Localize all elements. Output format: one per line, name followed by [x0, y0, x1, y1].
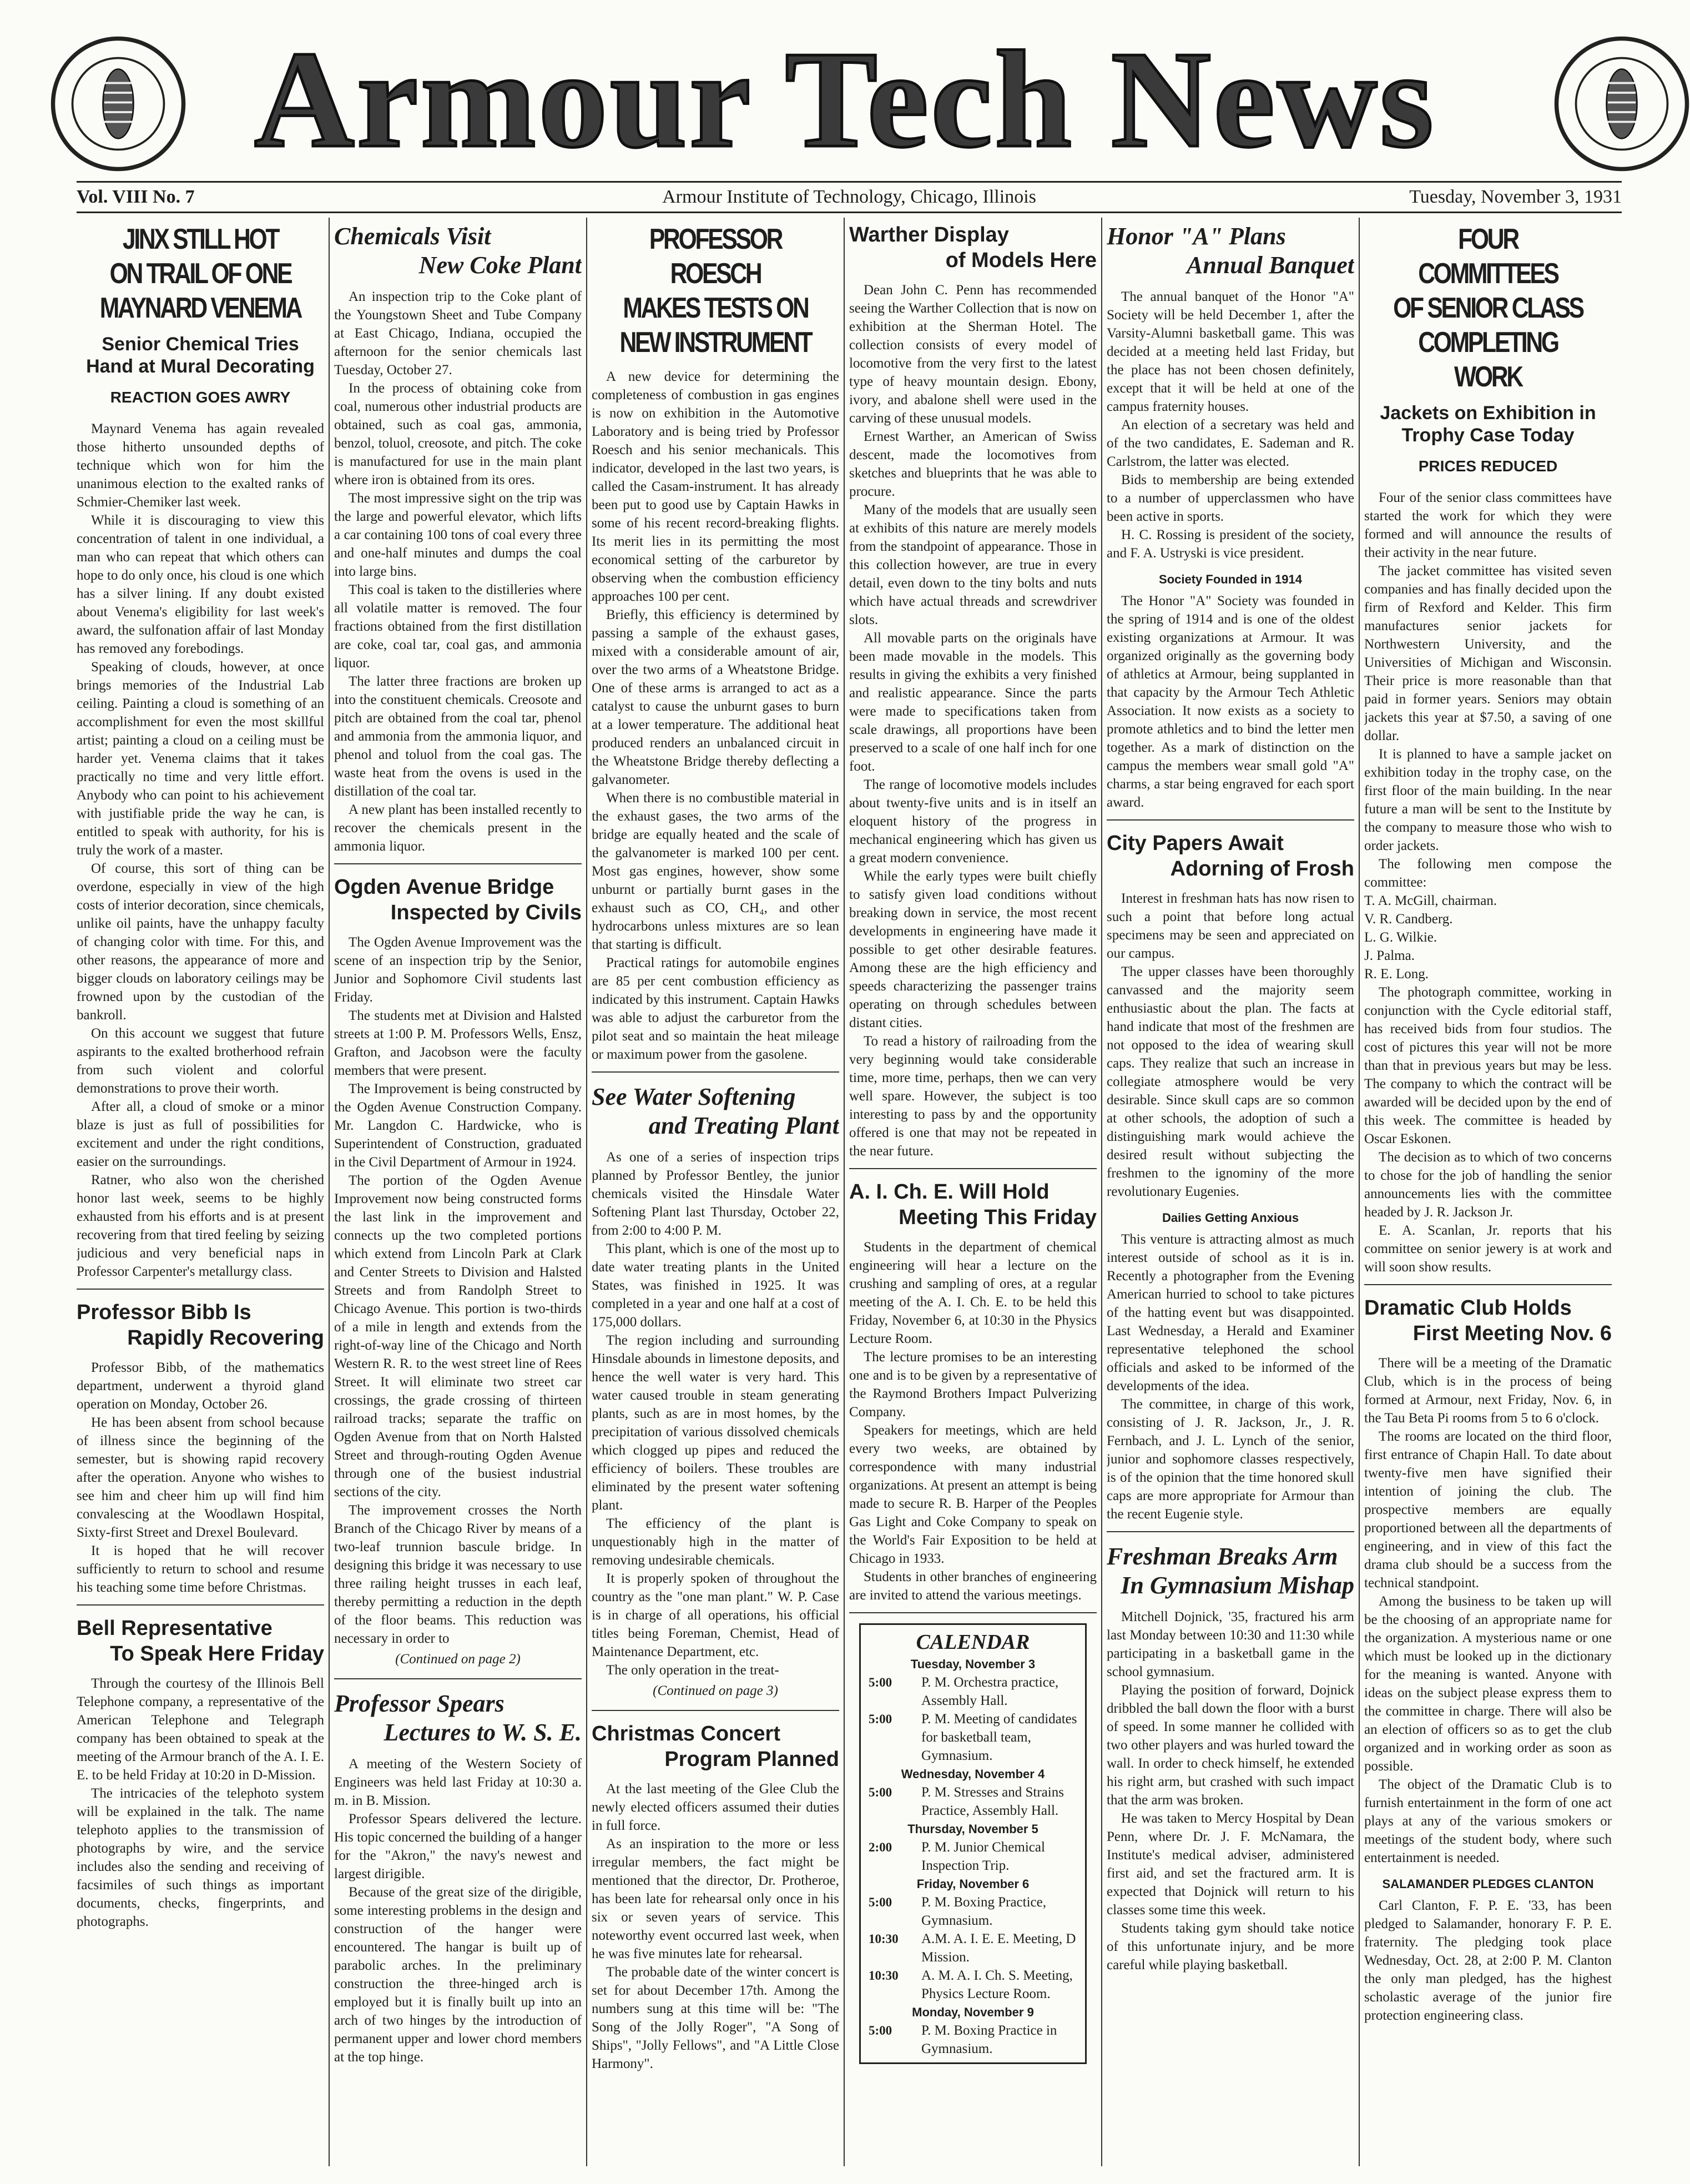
headline-line: PROFESSOR ROESCH [649, 223, 782, 290]
calendar-event [869, 1710, 1077, 1765]
paragraph: The jacket committee has visited seven companies and has finally decided upon the firm of Rexford and Kelder. This firm manufactures senior jackets for Northwestern University, and the Universities of Michigan and Wisconsin. Their price is more reasonable than that paid in former years. Seniors may obtain jackets this year at $7.50, a saving of one dollar. [1364, 563, 1612, 743]
paragraph: Speaking of clouds, however, at once brings memories of the Industrial Lab ceiling. Painting a cloud is something of an accomplishment for even the most skillful artist; painting a cloud on a ceiling must be harder yet. Venema claims that it takes practically no time and very little effort. Anybody who can point to his achievement with justifiable pride the way he can, is entitled to speak with authority, for his is truly the work of a master. [77, 660, 324, 858]
event-description: P. M. Orchestra practice, Assembly Hall. [921, 1675, 1059, 1708]
paragraph: Professor Spears delivered the lecture. His topic concerned the building of a hanger for the "Akron," the navy's newest and largest dirigible. [334, 1811, 582, 1881]
paragraph: The latter three fractions are broken up into the constituent chemicals. Creosote and pitch are obtained from the coal tar, phenol and ammonia from the ammonia liquor, and phenol and toluol from the coal gas. The waste heat from the ovens is used in the distillation of the coal tar. [334, 674, 582, 799]
paragraph: Playing the position of forward, Dojnick dribbled the ball down the floor with a burst of speed. In some manner he collided with two other players and was hurled toward the wall. In order to check himself, he extended his right arm, but crashed with such impact that the arm was broken. [1107, 1683, 1354, 1808]
headline [849, 1179, 1097, 1230]
paragraph: Interest in freshman hats has now risen to such a point that before long actual specimens may be seen and appreciated on our campus. [1107, 891, 1354, 961]
event-description: A.M. A. I. E. E. Meeting, D Mission. [921, 1931, 1076, 1965]
headline [1107, 1542, 1354, 1600]
headline-line: Christmas Concert [592, 1722, 780, 1745]
paragraph: Many of the models that are usually seen at exhibits of this nature are merely models from the standpoint of appearance. Those in this collection however, are true in every detail, even down to the tiny bolts and nuts which have actual threads and screwdriver slots. [849, 502, 1097, 627]
headline-line: COMPLETING WORK [1418, 326, 1558, 393]
committee-member: V. R. Candberg. [1364, 912, 1453, 927]
event-description: P. M. Boxing Practice, Gymnasium. [921, 1895, 1046, 1928]
paragraph: Among the business to be taken up will be the choosing of an appropriate name for the organization. A mysterious name or one which must be looked up in the dictionary for the meaning is wanted. Anyone with ideas on the subject please express them to the committee in charge. There will also be an election of officers so as to get the club organized and in working order as soon as possible. [1364, 1594, 1612, 1774]
headline-line: Bell Representative [77, 1617, 273, 1640]
calendar-event [869, 1966, 1077, 2003]
calendar-day: Friday, November 6 [916, 1877, 1030, 1891]
paragraph: The Ogden Avenue Improvement was the scene of an inspection trip by the Senior, Junior and Sophomore Civil students last Friday. [334, 935, 582, 1005]
paragraph: A meeting of the Western Society of Engineers was held last Friday at 10:30 a. m. in B. Mission. [334, 1757, 582, 1808]
column-3 [592, 218, 839, 2172]
event-time: 5:00 [869, 1895, 892, 1909]
continued-note: (Continued on page 2) [395, 1652, 521, 1667]
headline-line: Chemicals Visit [334, 223, 491, 250]
paragraph: Ratner, who also won the cherished honor last week, seems to be highly exhausted from his efforts and is at present recovering from that tired feeling by seizing judicious and very beneficial naps in Professor Carpenter's metallurgy class. [77, 1172, 324, 1279]
calendar-day: Thursday, November 5 [907, 1822, 1038, 1836]
issue-date: Tuesday, November 3, 1931 [1409, 187, 1622, 207]
headline [1107, 831, 1354, 882]
paragraph: Students in other branches of engineering are invited to attend the various meetings. [849, 1569, 1097, 1603]
paragraph: The probable date of the winter concert is set for about December 17th. Among the numbers sung at this time will be: "The Song of the Jolly Roger", "A Song of Ships", "Jolly Fellows", and "A Little Close Harmony". [592, 1965, 839, 2071]
paragraph: Maynard Venema has again revealed those hitherto unsounded depths of technique which won for him the unanimous election to the exalted ranks of Schmier-Chemiker last week. [77, 421, 324, 510]
headline-line: Freshman Breaks Arm [1107, 1543, 1338, 1570]
paragraph: The lecture promises to be an interesting one and is to be given by a representative of the Raymond Brothers Impact Pulverizing Company. [849, 1350, 1097, 1420]
headline-line: JINX STILL HOT [122, 223, 279, 255]
paragraph: The improvement crosses the North Branch of the Chicago River by means of a two-leaf trunnion bascule bridge. In designing this bridge it was necessary to use three railing height trusses in each leaf, thereby permitting a reduction in the depth of the floor beams. This reduction was necessary in order to [334, 1503, 582, 1646]
paragraph: A new device for determining the completeness of combustion in gas engines is now on exhibition in the Automotive Laboratory and is being tried by Professor Roesch and his senior mechanicals. This indicator, developed in the last two years, is called the Casam-instrument. It has already been put to good use by Captain Hawks in some of his recent record-breaking flights. Its merit lies in its permitting the most economical setting of the carburetor by observing when the combustion efficiency approaches 100 per cent. [592, 369, 839, 604]
subheadline: REACTION GOES AWRY [110, 389, 291, 406]
section-subhead: SALAMANDER PLEDGES CLANTON [1382, 1877, 1594, 1891]
paragraph: Four of the senior class committees have started the work for which they were formed and will announce the results of their activity in the near future. [1364, 490, 1612, 560]
headline-line: Honor "A" Plans [1107, 223, 1286, 250]
continued-note: (Continued on page 3) [653, 1683, 778, 1698]
paragraph: The portion of the Ogden Avenue Improvement now being constructed forms the last link in the improvement and connects up the two completed portions which extend from Lincoln Park at Clark and Center Streets to Division and Halsted Streets and from Randolph Street to Chicago Avenue. This portion is two-thirds of a mile in length and extends from the right-of-way line of the Chicago and North Western R. R. to the west street line of Rees Street. It will eliminate two street car crossings, the grade crossing of thirteen railroad tracks; separate the traffic on Ogden Avenue from that on North Halsted Street and through-routing Ogden Avenue through one of the busiest industrial sections of the city. [334, 1173, 582, 1499]
calendar-event [869, 1783, 1077, 1820]
article [592, 1083, 839, 1711]
calendar-event [869, 1893, 1077, 1930]
committee-member: J. Palma. [1364, 948, 1415, 963]
column-divider [1101, 218, 1102, 2166]
headline [334, 222, 582, 280]
calendar-event [869, 1838, 1077, 1875]
event-description: P. M. Junior Chemical Inspection Trip. [921, 1840, 1045, 1873]
paragraph: In the process of obtaining coke from coal, numerous other industrial products are obtained, such as coal gas, ammonia, benzol, toluol, creosote, and pitch. The coke is manufactured for use in the main plant where iron is obtained from its ores. [334, 381, 582, 487]
paragraph: As an inspiration to the more or less irregular members, the fact might be mentioned that the director, Dr. Protheroe, has been late for rehearsal only once in his six or seven years of service. This noteworthy event occurred last week, when he was five minutes late for rehearsal. [592, 1836, 839, 1961]
headline-line: Inspected by Civils [390, 901, 582, 924]
headline-line: Annual Banquet [1186, 251, 1354, 279]
headline-line: Dramatic Club Holds [1364, 1296, 1572, 1320]
calendar-day: Monday, November 9 [912, 2005, 1034, 2019]
dateline [77, 181, 1622, 213]
event-description: P. M. Boxing Practice in Gymnasium. [921, 2023, 1057, 2056]
paragraph: This venture is attracting almost as much interest outside of school as it is in. Recently a photographer from the Evening American hurried to school to take pictures of the hatting event but was disappointed. Last Wednesday, a Herald and Examiner representative telephoned the school officials and asked to be informed of the developments of the idea. [1107, 1232, 1354, 1393]
headline [592, 1721, 839, 1772]
calendar-box [859, 1623, 1087, 2064]
paragraph: To read a history of railroading from the very beginning would take considerable time, more time, perhaps, then we can very well spare. However, the subject is too interesting to pass by and the opportunity offered is one that may not be repeated in the near future. [849, 1034, 1097, 1159]
calendar-event [869, 1673, 1077, 1710]
column-4 [849, 218, 1097, 2172]
headline-line: To Speak Here Friday [110, 1642, 324, 1665]
event-time: 5:00 [869, 2024, 892, 2037]
headline [334, 1689, 582, 1747]
headline-line: Lectures to W. S. E. [384, 1719, 582, 1746]
paragraph: The most impressive sight on the trip was the large and powerful elevator, which lifts a car containing 100 tons of coal every three and one-half minutes and dumps the coal into large bins. [334, 491, 582, 579]
paragraph: Mitchell Dojnick, '35, fractured his arm last Monday between 10:30 and 11:30 while participating in a basketball game in the school gymnasium. [1107, 1609, 1354, 1679]
paragraph: Of course, this sort of thing can be overdone, especially in view of the high costs of interior decoration, since chemicals, unlike oil paints, have the unhappy faculty of changing color with time. For this, and other reasons, the appearance of more and bigger clouds on laboratory ceilings may be frowned upon by the custodian of the bankroll. [77, 861, 324, 1023]
headline [1364, 1295, 1612, 1346]
paragraph: Professor Bibb, of the mathematics department, underwent a thyroid gland operation on Monday, October 26. [77, 1360, 324, 1412]
article [849, 222, 1097, 1169]
paragraph: The intricacies of the telephoto system will be explained in the talk. The name telephoto applies to the transmission of photographs by wire, and the service includes also the sending and receiving of facsimiles of such things as important documents, checks, fingerprints, and photographs. [77, 1786, 324, 1929]
column-divider [586, 218, 587, 2166]
paragraph: At the last meeting of the Glee Club the newly elected officers assumed their duties in full force. [592, 1782, 839, 1833]
article [1364, 1295, 1612, 2032]
headline-line: A. I. Ch. E. Will Hold [849, 1180, 1050, 1204]
headline-line: Warther Display [849, 223, 1009, 246]
subheadline: Senior Chemical Tries Hand at Mural Decorating [86, 334, 315, 377]
headline-line: City Papers Await [1107, 832, 1284, 855]
article [1107, 831, 1354, 1532]
paragraph: While it is discouraging to view this concentration of talent in one individual, a man who can repeat that which others can hope to do only once, his cloud is one which has a silver lining. If any doubt existed about Venema's eligibility for last week's award, the sulfonation affair of last Monday has removed any forebodings. [77, 513, 324, 656]
headline-line: Professor Bibb Is [77, 1301, 251, 1324]
headline-line: In Gymnasium Mishap [1121, 1572, 1354, 1599]
section-subhead: Society Founded in 1914 [1159, 572, 1302, 586]
paragraph: The upper classes have been thoroughly canvassed and the majority seem enthusiastic about the plan. The facts at hand indicate that most of the freshmen are not opposed to the idea of wearing skull caps. They realize that such an increase in collegiate atmosphere would be very desirable. Since skull caps are so common at other schools, the adoption of such a distinguishing mark would achieve the desired result without subjecting the freshmen to the ignominy of the more revolutionary Eugenies. [1107, 964, 1354, 1199]
paragraph: The efficiency of the plant is unquestionably high in the matter of removing undesirable chemicals. [592, 1516, 839, 1568]
paragraph: The committee, in charge of this work, consisting of J. R. Jackson, Jr., J. R. Fernbach, and J. L. Lynch of the senior, junior and sophomore classes respectively, is of the opinion that the time honored skull caps are more appropriate for Armour than the recent Eugenie style. [1107, 1397, 1354, 1522]
paragraph: It is planned to have a sample jacket on exhibition today in the trophy case, on the first floor of the main building. In the near future a man will be sent to the Institute by the company to measure those who wish to order jackets. [1364, 747, 1612, 853]
paragraph: Carl Clanton, F. P. E. '33, has been pledged to Salamander, honorary F. P. E. fraternity. The pledging took place Wednesday, Oct. 28, at 2:00 P. M. Clanton the only man pledged, has the highest scholastic average of the junior fire protection engineering class. [1364, 1898, 1612, 2023]
headline-line: Meeting This Friday [899, 1206, 1097, 1229]
event-description: P. M. Meeting of candidates for basketball team, Gymnasium. [921, 1712, 1077, 1763]
headline [1107, 222, 1354, 280]
section-subhead: Dailies Getting Anxious [1162, 1211, 1299, 1225]
paragraph: The annual banquet of the Honor "A" Society will be held December 1, after the Varsity-Alumni basketball game. This was decided at a meeting held last Friday, but the place has not been chosen definitely, except that it will be held at one of the campus fraternity houses. [1107, 289, 1354, 414]
headline [849, 222, 1097, 273]
calendar-day: Tuesday, November 3 [910, 1657, 1036, 1671]
column-divider [329, 218, 330, 2166]
paragraph: The region including and surrounding Hinsdale abounds in limestone deposits, and hence the well water is very hard. This water caused trouble in steam generating plants, such as are in most homes, by the precipitation of various dissolved chemicals which clogged up pipes and reduced the efficiency of boilers. These troubles are eliminated by the present water softening plant. [592, 1333, 839, 1513]
paragraph: After all, a cloud of smoke or a minor blaze is just as full of possibilities for excitement and under the right conditions, easier on the surroundings. [77, 1099, 324, 1169]
headline [592, 1083, 839, 1140]
committee-member: T. A. McGill, chairman. [1364, 893, 1497, 908]
paragraph: Bids to membership are being extended to a number of upperclassmen who have been active in sports. [1107, 472, 1354, 524]
event-time: 10:30 [869, 1969, 899, 1982]
column-divider [1359, 218, 1360, 2166]
paragraph: As one of a series of inspection trips planned by Professor Bentley, the junior chemicals visited the Hinsdale Water Softening Plant last Thursday, October 22, from 2:00 to 4:00 P. M. [592, 1150, 839, 1238]
headline-line: Program Planned [664, 1748, 839, 1771]
paragraph: Dean John C. Penn has recommended seeing the Warther Collection that is now on exhibition at the Sherman Hotel. The collection consists of every model of locomotive from the very first to the latest type of heavy mountain design. Ebony, ivory, and abalone shell were used in the carving of these unusual models. [849, 283, 1097, 426]
article [77, 222, 324, 1290]
article [1107, 1542, 1354, 1982]
paragraph: When there is no combustible material in the exhaust gases, the two arms of the bridge are equally heated and the scale of the galvanometer is marked 100 per cent. Most gas engines, however, show some unburnt or partially burnt gases in the exhaust such as CO, CH₄, and other hydrocarbons unless mixtures are so lean that starting is difficult. [592, 791, 839, 952]
article [334, 222, 582, 864]
subheadline: Jackets on Exhibition in Trophy Case Today [1380, 402, 1596, 446]
calendar-day: Wednesday, November 4 [901, 1767, 1045, 1781]
paragraph: Students in the department of chemical engineering will hear a lecture on the crushing and sampling of ores, at a regular meeting of the A. I. Ch. E. to be held this Friday, November 6, at 10:30 in the Physics Lecture Room. [849, 1240, 1097, 1346]
event-time: 5:00 [869, 1675, 892, 1689]
paragraph: The range of locomotive models includes about twenty-five units and is in itself an eloquent history of the progress in mechanical engineering which has given us a great modern convenience. [849, 777, 1097, 865]
event-description: P. M. Stresses and Strains Practice, Assembly Hall. [921, 1785, 1064, 1818]
headline-line: MAYNARD VENEMA [99, 292, 301, 324]
paragraph: The photograph committee, working in conjunction with the Cycle editorial staff, has received bids from four studios. The cost of pictures this year will not be more than that in previous years but may be less. The company to which the contract will be awarded will be decided upon by the end of this week. The committee is headed by Oscar Eskonen. [1364, 985, 1612, 1146]
event-time: 10:30 [869, 1932, 899, 1946]
headline-line: Rapidly Recovering [127, 1326, 324, 1350]
paragraph: A new plant has been installed recently to recover the chemicals present in the ammonia liquor. [334, 802, 582, 854]
paragraph: All movable parts on the originals have been made movable in the models. This results in giving the exhibits a very finished and realistic appearance. Since the parts were made to specifications taken from scale drawings, all proportions have been preserved to a scale of one half inch for one foot. [849, 631, 1097, 774]
event-description: A. M. A. I. Ch. S. Meeting, Physics Lecture Room. [921, 1968, 1073, 2001]
paragraph: Because of the great size of the dirigible, some interesting problems in the design and construction of the hanger were encountered. The hangar is built up of parabolic arches. In the preliminary construction the three-hinged arch is employed but it is finally built up into an arch of two hinges by the introduction of permanent upper and lower chord members at the top hinge. [334, 1885, 582, 2065]
calendar-title: CALENDAR [916, 1631, 1030, 1654]
article [334, 874, 582, 1679]
volume-number: Vol. VIII No. 7 [77, 187, 195, 207]
paragraph: Speakers for meetings, which are held every two weeks, are obtained by correspondence with many industrial organizations. At present an attempt is being made to secure R. B. Harper of the Peoples Gas Light and Coke Company to speak on the World's Fair Exposition to be held at Chicago in 1933. [849, 1423, 1097, 1566]
headline-line: First Meeting Nov. 6 [1412, 1322, 1612, 1345]
headline-line: MAKES TESTS ON [623, 292, 808, 324]
paragraph: The Honor "A" Society was founded in the spring of 1914 and is one of the oldest existing organizations at Armour. It was organized originally as the governing body of athletics at Armour, being supplanted in that capacity by the Armour Tech Athletic Association. It now exists as a society to promote athletics and to bind the letter men together. As a mark of distinction on the campus the members wear small gold "A" charms, a star being engraved for each sport award. [1107, 593, 1354, 810]
committee-member: R. E. Long. [1364, 967, 1429, 982]
article [592, 222, 839, 1073]
article [1364, 222, 1612, 1285]
paragraph: The object of the Dramatic Club is to furnish entertainment in the form of one act plays at any of the various smokers or meetings of the student body, where such entertainment is needed. [1364, 1777, 1612, 1865]
paragraph: Practical ratings for automobile engines are 85 per cent combustion efficiency as indicated by this instrument. Captain Hawks was able to adjust the carburetor from the pilot seat and so maintain the heat mileage or maximum power from the gasolene. [592, 955, 839, 1062]
paragraph: The students met at Division and Halsted streets at 1:00 P. M. Professors Wells, Ensz, Grafton, and Jacobson were the faculty members that were present. [334, 1008, 582, 1078]
paragraph: There will be a meeting of the Dramatic Club, which is in the process of being formed at Armour, next Friday, Nov. 6, in the Tau Beta Pi rooms from 5 to 6 o'clock. [1364, 1356, 1612, 1426]
headline [334, 874, 582, 925]
headline-line: Adorning of Frosh [1170, 857, 1354, 880]
headline-line: Ogden Avenue Bridge [334, 875, 554, 899]
paragraph: E. A. Scanlan, Jr. reports that his committee on senior jewery is at work and will soon show results. [1364, 1223, 1612, 1275]
paragraph: The following men compose the committee: [1364, 857, 1612, 890]
committee-member: L. G. Wilkie. [1364, 930, 1437, 945]
paragraph: An inspection trip to the Coke plant of the Youngstown Sheet and Tube Company at East Chicago, Indiana, occupied the afternoon for the senior chemicals last Tuesday, October 27. [334, 289, 582, 378]
calendar-event [869, 2021, 1077, 2058]
article [77, 1300, 324, 1606]
paragraph: The rooms are located on the third floor, first entrance of Chapin Hall. To date about twenty-five men have signified their intention of joining the club. The prospective members are equally proportioned between all the departments of engineering, and in view of this fact the drama club should be a success from the technical standpoint. [1364, 1429, 1612, 1591]
article [334, 1689, 582, 2074]
paragraph: It is hoped that he will recover sufficiently to return to school and resume his teaching some time before Christmas. [77, 1543, 324, 1595]
paragraph: This plant, which is one of the most up to date water treating plants in the United States, was finished in 1925. It was completed in a year and one half at a cost of 175,000 dollars. [592, 1241, 839, 1330]
column-1 [77, 218, 324, 2172]
paragraph: Ernest Warther, an American of Swiss descent, made the locomotives from sketches and blueprints that he was able to procure. [849, 429, 1097, 499]
event-time: 5:00 [869, 1712, 892, 1726]
headline-line: FOUR COMMITTEES [1418, 223, 1558, 290]
paragraph: An election of a secretary was held and of the two candidates, E. Sademan and R. Carlstrom, the latter was elected. [1107, 417, 1354, 469]
headline-line: and Treating Plant [648, 1112, 839, 1139]
newspaper-title: Armour Tech News [254, 23, 1436, 177]
institution-name: Armour Institute of Technology, Chicago, Illinois [662, 187, 1036, 207]
article [77, 1616, 324, 1939]
headline-line: Professor Spears [334, 1690, 505, 1717]
subheadline: PRICES REDUCED [1418, 457, 1558, 475]
event-time: 2:00 [869, 1840, 892, 1854]
headline-line: See Water Softening [592, 1083, 796, 1110]
article [592, 1721, 839, 2081]
column-5 [1107, 218, 1354, 2172]
headline [1386, 222, 1590, 394]
headline [614, 222, 817, 360]
headline-line: NEW INSTRUMENT [619, 326, 811, 359]
paragraph: The only operation in the treat- [606, 1663, 779, 1678]
headline-line: of Models Here [945, 249, 1097, 272]
headline [77, 1300, 324, 1351]
paragraph: The decision as to which of two concerns to chose for the job of handling the senior announcements lies with the committee headed by J. R. Jackson Jr. [1364, 1150, 1612, 1220]
paragraph: It is properly spoken of throughout the country as the "one man plant." W. P. Case is in charge of all operations, his official titles being Foreman, Chemist, Head of Maintenance Department, etc. [592, 1571, 839, 1659]
paragraph: Through the courtesy of the Illinois Bell Telephone company, a representative of the American Telephone and Telegraph company has been obtained to speak at the meeting of the Armour branch of the A. I. E. E. to be held Friday at 10:20 in D-Mission. [77, 1676, 324, 1783]
paragraph: He has been absent from school because of illness since the beginning of the semester, but is showing rapid recovery after the operation. Anyone who wishes to see him and cheer him up will find him convalescing at the Woodlawn Hospital, Sixty-first Street and Drexel Boulevard. [77, 1415, 324, 1540]
headline-line: ON TRAIL OF ONE [109, 258, 291, 290]
column-2 [334, 218, 582, 2172]
paragraph: This coal is taken to the distilleries where all volatile matter is removed. The four fractions obtained from the first distillation are coke, coal tar, coal gas, and ammonia liquor. [334, 582, 582, 671]
headline [99, 222, 302, 325]
paragraph: He was taken to Mercy Hospital by Dean Penn, where Dr. J. F. McNamara, the Institute's medical adviser, administered first aid, and set the fractured arm. It is expected that Dojnick will return to his classes some time this week. [1107, 1811, 1354, 1918]
paragraph: The Improvement is being constructed by the Ogden Avenue Construction Company. Mr. Langdon C. Hardwicke, who is Superintendent of Construction, graduated in the Civil Department of Armour in 1924. [334, 1081, 582, 1170]
calendar-event [869, 1930, 1077, 1966]
event-time: 5:00 [869, 1785, 892, 1799]
paragraph: On this account we suggest that future aspirants to the exalted brotherhood refrain from such violent and colorful demonstrations to prove their worth. [77, 1026, 324, 1096]
article [849, 1179, 1097, 1613]
headline [77, 1616, 324, 1667]
paragraph: Students taking gym should take notice of this unfortunate injury, and be more careful while playing basketball. [1107, 1921, 1354, 1972]
column-divider [844, 218, 845, 2166]
paragraph: While the early types were built chiefly to satisfy given load conditions without breaking down in service, the most recent developments in engineering have made it possible to get other desirable features. Among these are the high efficiency and speeds characterizing the passenger trains operating on through schedules between distant cities. [849, 869, 1097, 1030]
headline-line: OF SENIOR CLASS [1393, 292, 1583, 324]
column-6 [1364, 218, 1612, 2172]
paragraph: Briefly, this efficiency is determined by passing a sample of the exhaust gases, mixed with a considerable amount of air, over the two arms of a Wheatstone Bridge. One of these arms is arranged to act as a catalyst to cause the unburnt gases to burn at a lower temperature. The additional heat produced renders an unbalanced circuit in the Wheatstone Bridge thereby deflecting a galvanometer. [592, 607, 839, 787]
paragraph: H. C. Rossing is president of the society, and F. A. Ustryski is vice president. [1107, 527, 1354, 561]
headline-line: New Coke Plant [418, 251, 582, 279]
article [1107, 222, 1354, 821]
